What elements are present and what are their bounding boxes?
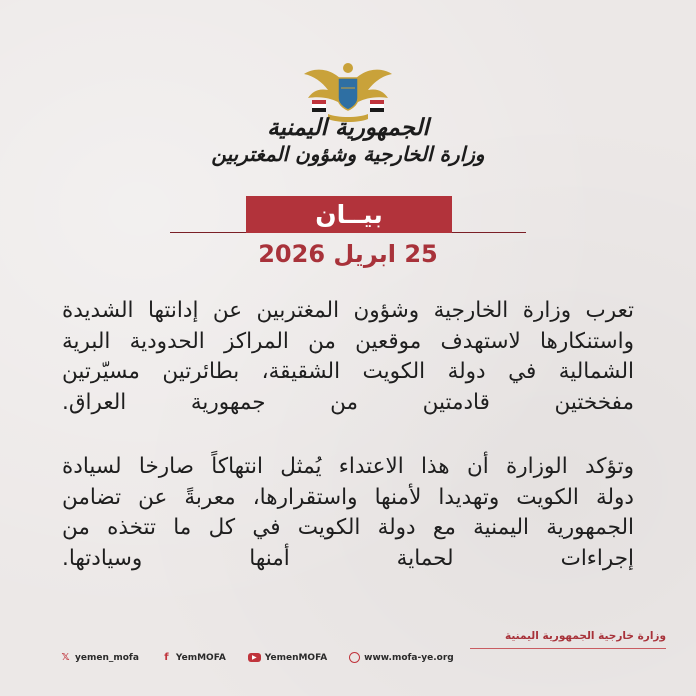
- social-facebook-handle: YemMOFA: [175, 652, 226, 663]
- ministry-name: وزارة الخارجية وشؤون المغتربين: [211, 142, 485, 166]
- facebook-icon: f: [164, 652, 169, 663]
- paragraph-2: [62, 452, 634, 574]
- paragraph-line: إجراءات لحماية أمنها وسيادتها.: [62, 545, 634, 571]
- paragraph-line: الشمالية في دولة الكويت الشقيقة، بطائرتين مسيّرتين: [62, 359, 634, 384]
- paragraph-line: واستنكارها لاستهدف موقعين من المراكز الحدودية البرية: [62, 328, 634, 354]
- footer-ministry-label: وزارة خارجية الجمهورية اليمنية: [505, 630, 666, 642]
- footer-divider: [470, 648, 666, 649]
- paragraph-line: تعرب وزارة الخارجية وشؤون المغتربين عن إدانتها الشديدة: [62, 298, 634, 323]
- social-x-handle: yemen_mofa: [75, 652, 139, 663]
- social-youtube-handle: YemenMOFA: [264, 652, 328, 663]
- republic-name: الجمهورية اليمنية: [267, 114, 429, 141]
- statement-title-block: [0, 196, 696, 240]
- paragraph-line: وتؤكد الوزارة أن هذا الاعتداء يُمثل انتهاكاً صارخا لسيادة: [62, 454, 634, 479]
- footer: [0, 630, 696, 666]
- statement-title: بيــان: [246, 196, 452, 233]
- social-facebook[interactable]: [161, 652, 226, 663]
- youtube-icon: ▶: [248, 653, 261, 662]
- paragraph-1: [62, 296, 634, 418]
- paragraph-line: مفخختين قادمتين من جمهورية العراق.: [62, 389, 634, 415]
- social-x[interactable]: [60, 652, 139, 663]
- x-icon: 𝕏: [61, 652, 70, 663]
- social-youtube[interactable]: [248, 653, 327, 663]
- paragraph-line: دولة الكويت وتهديدا لأمنها واستقرارها، معربةً عن تضامن: [62, 484, 634, 510]
- website-url: www.mofa-ye.org: [364, 652, 454, 663]
- globe-icon: [349, 652, 360, 663]
- paragraph-line: الجمهورية اليمنية مع دولة الكويت في كل ما تتخذه من: [62, 515, 634, 540]
- social-links: [60, 652, 454, 663]
- social-website[interactable]: [349, 652, 454, 663]
- statement-date: 25 ابريل 2026: [258, 240, 438, 268]
